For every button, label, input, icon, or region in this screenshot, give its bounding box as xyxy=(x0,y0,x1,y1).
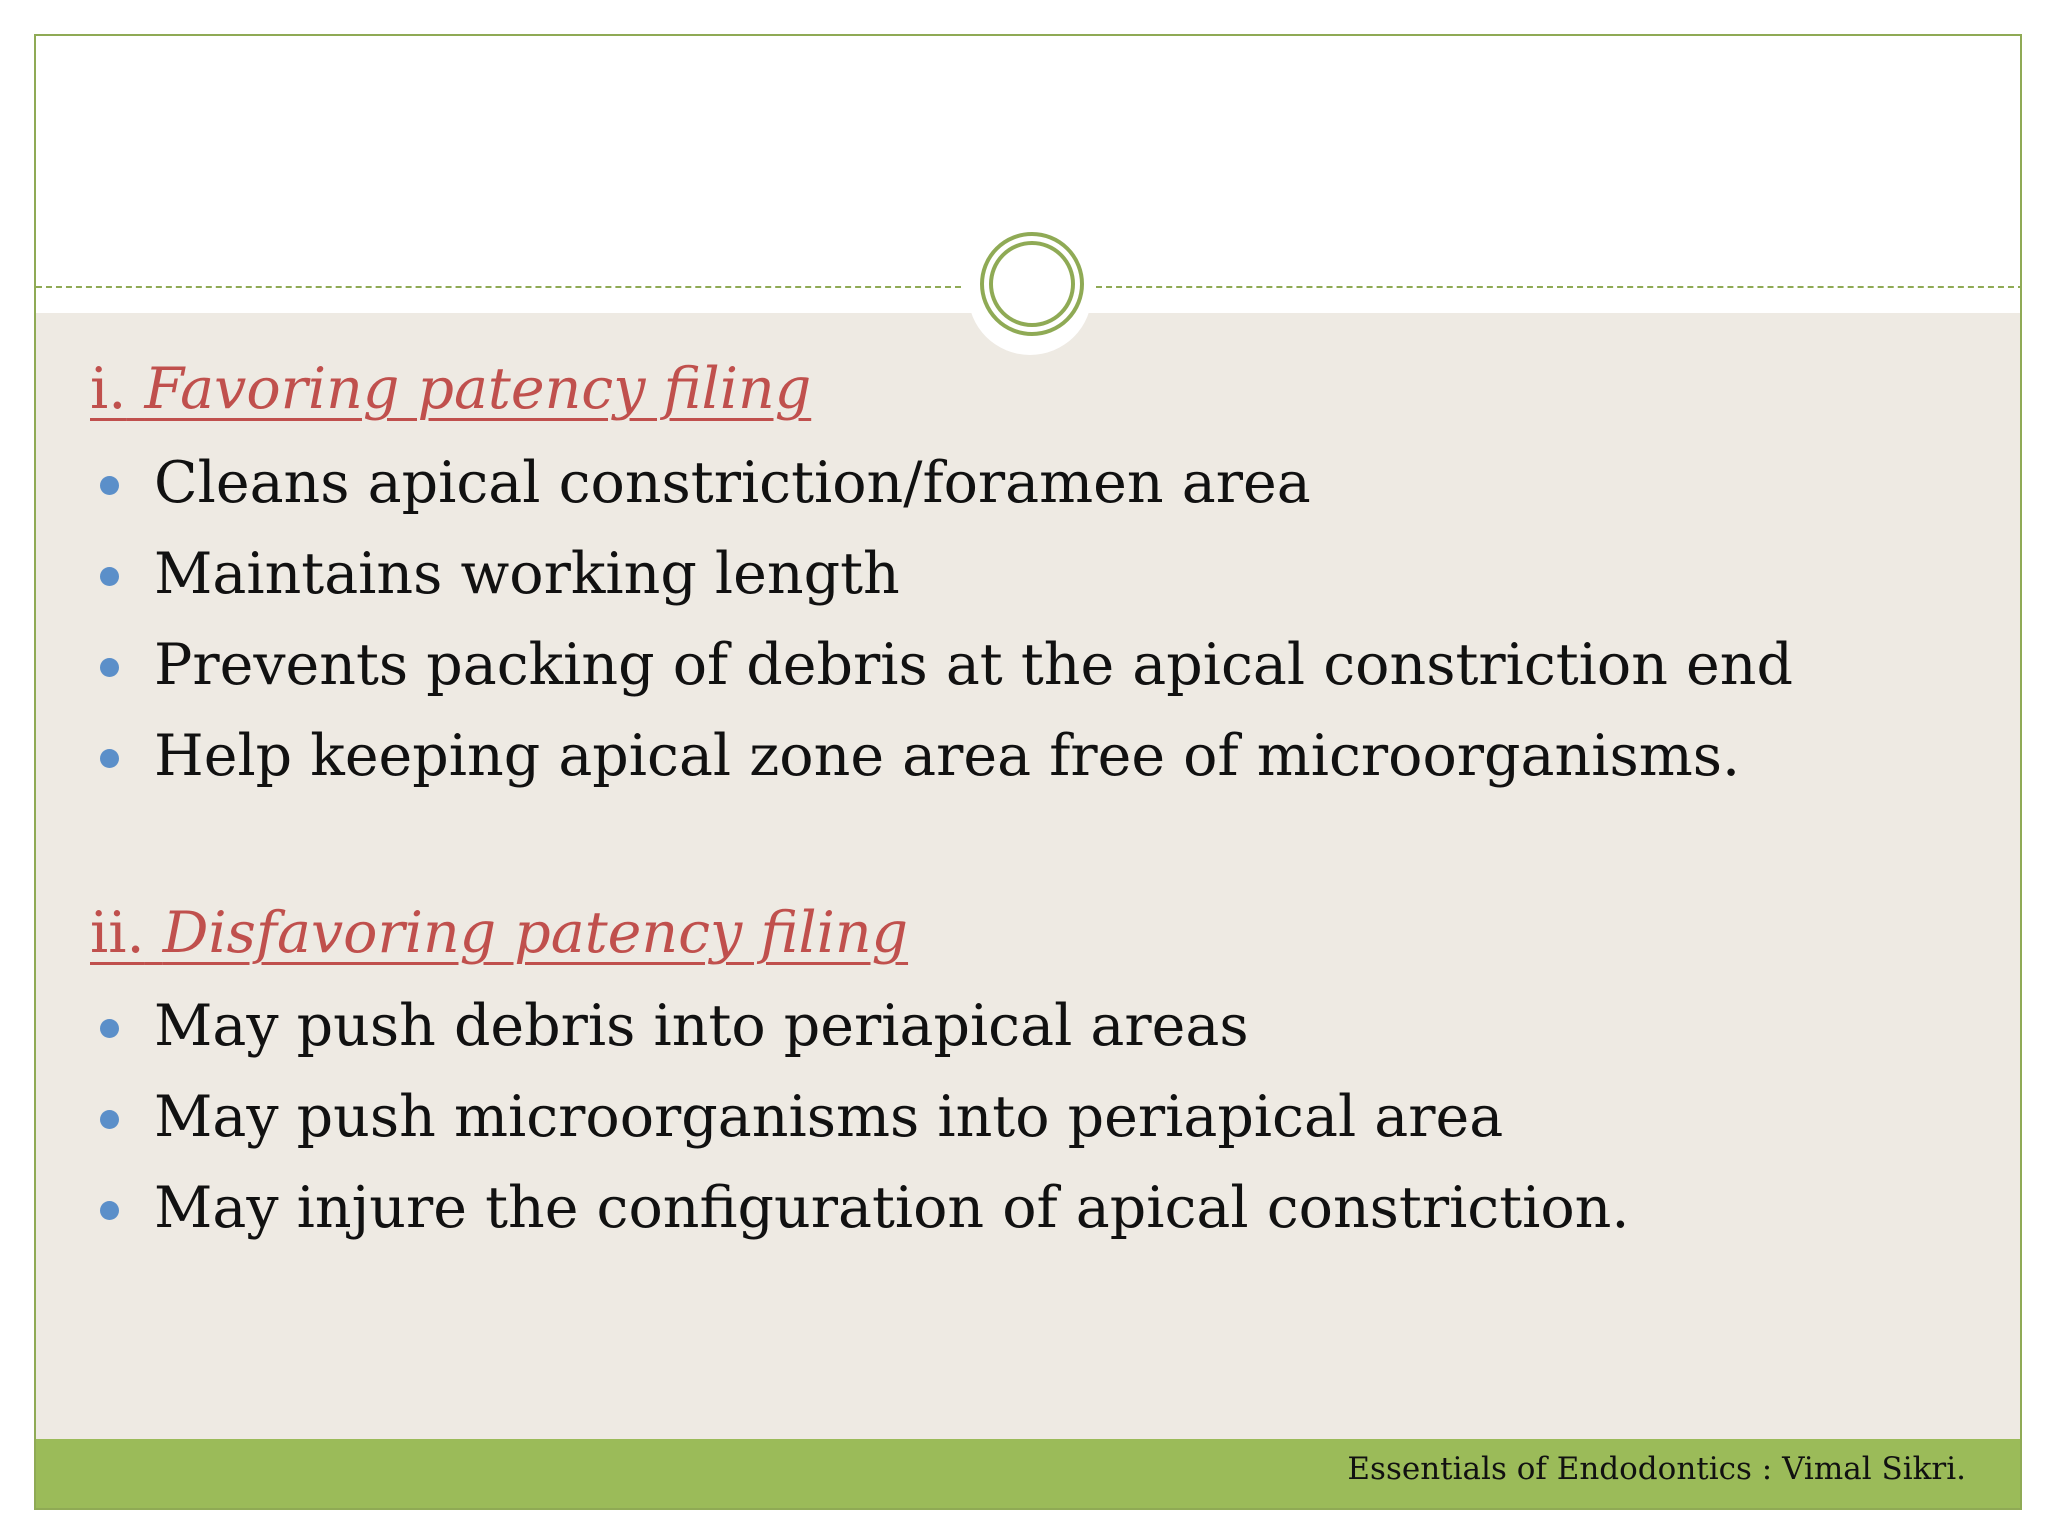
bullet-icon xyxy=(100,658,119,677)
bullet-icon xyxy=(100,1110,119,1129)
section-number: ii. xyxy=(90,900,145,966)
section-heading-disfavoring xyxy=(90,900,908,966)
double-circle-ornament-inner xyxy=(989,241,1075,327)
divider-line-left xyxy=(36,286,961,288)
section-title: Disfavoring patency filing xyxy=(162,900,909,966)
bullet-icon xyxy=(100,476,119,495)
bullet-text: May injure the configuration of apical constriction. xyxy=(154,1175,1630,1241)
section-number: i. xyxy=(90,356,127,422)
footer-credit: Essentials of Endodontics : Vimal Sikri. xyxy=(1347,1451,1966,1487)
bullet-text: May push debris into periapical areas xyxy=(154,993,1249,1059)
slide xyxy=(34,34,2022,1510)
footer-bar xyxy=(36,1439,2020,1510)
section-heading-favoring xyxy=(90,356,811,422)
bullet-icon xyxy=(100,1201,119,1220)
bullet-icon xyxy=(100,567,119,586)
bullet-text: Maintains working length xyxy=(154,541,900,607)
bullet-icon xyxy=(100,749,119,768)
bullet-icon xyxy=(100,1019,119,1038)
section-title: Favoring patency filing xyxy=(144,356,812,422)
divider-line-right xyxy=(1096,286,2022,288)
bullet-text: May push microorganisms into periapical area xyxy=(154,1084,1504,1150)
bullet-text: Prevents packing of debris at the apical constriction end xyxy=(154,632,1793,698)
bullet-text: Help keeping apical zone area free of microorganisms. xyxy=(154,723,1741,789)
bullet-text: Cleans apical constriction/foramen area xyxy=(154,450,1311,516)
